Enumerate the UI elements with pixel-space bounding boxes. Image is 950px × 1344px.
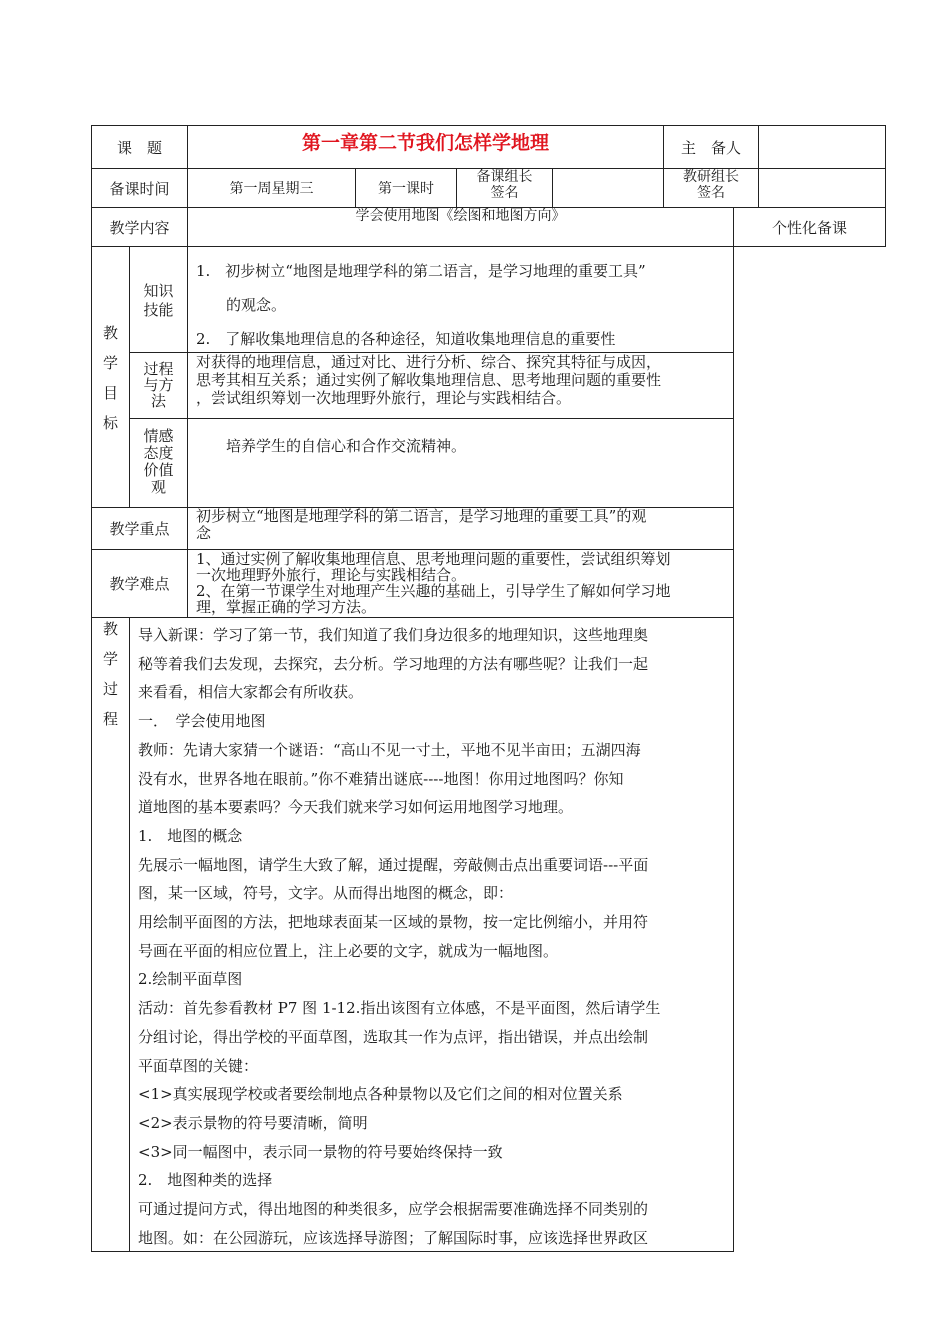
research-leader-signature [759,169,885,207]
process-paragraph-line: 没有水，世界各地在眼前。”你不难猜出谜底----地图！你用过地图吗？你知 [138,769,624,788]
process-paragraph-line: 用绘制平面图的方法，把地球表面某一区域的景物，按一定比例缩小，并用符 [138,913,649,932]
prep-time-label: 备课时间 [109,179,170,198]
process-paragraph-line: 图，某一区域，符号，文字。从而得出地图的概念，即： [138,884,514,903]
teaching-process-body [138,621,732,1252]
group-leader-signature [553,169,663,207]
process-text-line: 对获得的地理信息，通过对比、进行分析、综合、探究其特征与成因， [196,353,662,371]
process-label-line2: 与方 [143,376,174,394]
process-label-char: 过 [102,680,118,698]
key-point-line: 念 [196,524,212,542]
difficulty-text [196,551,671,615]
process-paragraph-line: 秘等着我们去发现，去探究，去分析。学习地理的方法有哪些呢？让我们一起 [138,654,649,673]
process-paragraph-line: <2>表示景物的符号要清晰，简明 [138,1113,368,1132]
emotion-label-line1: 情感 [143,427,174,445]
emotion-attitude-label [130,428,187,496]
process-paragraph-line: 1. 地图的概念 [138,826,243,845]
research-leader-sign-label-line2: 签名 [697,185,725,201]
difficulty-line: 一次地理野外旅行，理论与实践相结合。 [196,566,467,584]
teaching-content-label: 教学内容 [109,218,170,237]
group-leader-sign-label-line1: 备课组长 [476,169,533,185]
knowledge-label-line2: 技能 [143,301,174,319]
process-paragraph-line: 平面草图的关键： [138,1056,259,1075]
difficulty-line: 理，掌握正确的学习方法。 [196,598,377,616]
teaching-content-value: 学会使用地图《绘图和地图方向》 [355,208,566,224]
process-label-line3: 法 [150,392,166,410]
objectives-label [92,318,129,438]
lead-preparer-value [759,126,885,168]
group-leader-sign-label-line2: 签名 [490,185,519,201]
key-point-line: 初步树立“地图是地理学科的第二语言，是学习地理的重要工具”的观 [196,507,647,525]
process-paragraph-line: 可通过提问方式，得出地图的种类很多，应学会根据需要准确选择不同类别的 [138,1200,649,1219]
process-paragraph-line: 导入新课：学习了第一节，我们知道了我们身边很多的地理知识，这些地理奥 [138,626,649,644]
process-paragraph-line: 来看看，相信大家都会有所收获。 [138,683,364,702]
process-paragraph-line: 道地图的基本要素吗？今天我们就来学习如何运用地图学习地理。 [138,798,574,817]
lesson-title: 第一章第二节我们怎样学地理 [301,131,549,154]
research-leader-sign-label [664,169,758,207]
process-paragraph-line: 地图。如：在公园游玩，应该选择导游图；了解国际时事，应该选择世界政区 [138,1228,649,1247]
knowledge-text-line2: 的观念。 [226,296,287,314]
process-label-char: 程 [102,710,118,728]
process-label-char: 教 [102,620,118,638]
process-paragraph-line: 先展示一幅地图，请学生大致了解，通过提醒，旁敲侧击点出重要词语---平面 [138,855,649,874]
emotion-label-line2: 态度 [143,444,174,462]
key-point-text [196,508,646,542]
personal-prep-label: 个性化备课 [771,218,847,237]
emotion-text: 培养学生的自信心和合作交流精神。 [226,437,467,455]
process-paragraph-line: 分组讨论，得出学校的平面草图，选取其一作为点评，指出错误，并点出绘制 [138,1027,649,1046]
group-leader-sign-label [457,169,552,207]
emotion-label-line4: 观 [150,478,166,496]
process-paragraph-line: 活动：首先参看教材 P7 图 1-12.指出该图有立体感，不是平面图，然后请学生 [138,999,661,1018]
process-label-char: 学 [102,650,118,668]
key-point-label: 教学重点 [109,520,170,538]
prep-time-value: 第一周星期三 [229,181,314,197]
process-paragraph-line: 教师：先请大家猜一个谜语：“高山不见一寸土，平地不见半亩田；五湖四海 [138,740,641,759]
lead-preparer-label: 主 备人 [680,138,741,157]
objectives-label-char: 教 [102,324,118,342]
difficulty-line: 2、在第一节课学生对地理产生兴趣的基础上，引导学生了解如何学习地 [196,582,671,600]
knowledge-skill-label [130,282,187,320]
process-paragraph-line: 2. 地图种类的选择 [138,1171,273,1190]
teaching-process-label [92,614,129,734]
difficulty-line: 1、通过实例了解收集地理信息、思考地理问题的重要性，尝试组织筹划 [196,550,671,568]
objectives-label-char: 目 [102,384,118,402]
knowledge-text-line3: 2. 了解收集地理信息的各种途径，知道收集地理信息的重要性 [196,330,616,348]
process-paragraph-line: 号画在平面的相应位置上，注上必要的文字，就成为一幅地图。 [138,941,559,960]
knowledge-label-line1: 知识 [143,282,174,300]
process-text-line: ，尝试组织筹划一次地理野外旅行，理论与实践相结合。 [196,389,572,407]
process-method-label [130,361,187,409]
course-label: 课 题 [116,138,162,157]
process-paragraph-line: 一． 学会使用地图 [138,712,266,731]
process-paragraph-line: 2.绘制平面草图 [138,970,243,989]
objectives-label-char: 标 [102,414,118,432]
knowledge-text-line1: 1. 初步树立“地图是地理学科的第二语言，是学习地理的重要工具” [196,262,646,280]
process-text [196,353,661,407]
process-text-line: 思考其相互关系；通过实例了解收集地理信息、思考地理问题的重要性 [196,371,662,389]
process-label-line1: 过程 [143,360,174,378]
process-paragraph-line: <1>真实展现学校或者要绘制地点各种景物以及它们之间的相对位置关系 [138,1085,623,1104]
process-paragraph-line: <3>同一幅图中，表示同一景物的符号要始终保持一致 [138,1142,503,1161]
emotion-label-line3: 价值 [143,461,174,479]
difficulty-label: 教学难点 [109,575,170,593]
objectives-label-char: 学 [102,354,118,372]
period-value: 第一课时 [378,181,434,197]
research-leader-sign-label-line1: 教研组长 [683,169,739,185]
